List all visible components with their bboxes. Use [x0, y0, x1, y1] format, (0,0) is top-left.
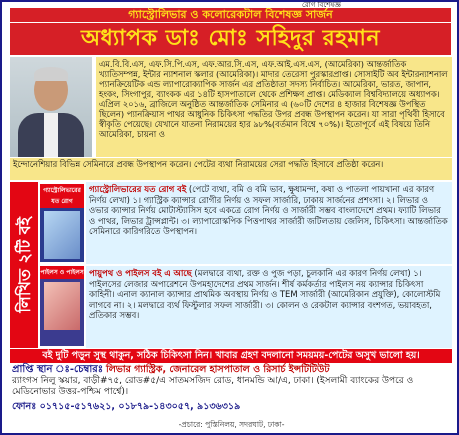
doctor-bio-continued: ইন্দোনেশিয়ার বিভিন্ন সেমিনারে প্রবন্ধ উপস্থাপন করেন। পেটের ব্যথা নিরাময়ের সেরা পদ্ধতি হিসাবে প্রতিষ্ঠা করেন। — [10, 158, 452, 180]
chamber-address: র‍্যাংগস নিলু স্কয়ার, বাড়ী#৭৫, রোড#৫/এ সাতমসজিদ রোড, ধানমন্ডি আ/এ, ঢাকা। (ইসলামী ব্যাংকের উপরে ও মেডিনোভার উত্তর-পশ্চিম পার্শ্বে)। — [12, 376, 414, 397]
books-count-text: লিখিত ২টি বই — [14, 217, 34, 313]
book2-description — [86, 266, 452, 348]
book1-cover-title: গ্যাস্ট্রোলিভারের যত রোগ — [40, 184, 84, 208]
book2-text: (মলদ্বারে ব্যথা, রক্ত ও পুজ পড়া, চুলকানি এর কারণ নির্ণয় লেখা) ১। পাইলসের লেজার অপারেশনে উপমহাদেশের প্রথম সার্জন। শীর্ষ কর্মকর্তার পাইলস নয় ক্যান্সার চিকিৎসা কাহিনী। এনাল ক্যানাল ক্যান্সার প্রাথমিক অবস্থায় নির্ণয় ও TEM সার্জারী (আমেরিকান প্রযুক্তি), কোলোস্টমি লাগবে না। ২। মলদ্বারে ব্যর্থ ফিস্টুলার সফল সার্জারী। ৩। কোলন ও রেকটাল ক্যান্সার বংশগত, ভয়াবহতা, প্রতিকার সম্ভব। — [89, 268, 441, 321]
book2-title: পায়ুপথ ও পাইলস বই এ আছে — [89, 268, 192, 278]
book1-cover-art — [44, 211, 80, 259]
doctor-name-heading: অধ্যাপক ডাঃ মোঃ সহিদুর রহমান — [10, 23, 451, 55]
top-strip-text: রোগ বিশেষজ্ঞ — [302, 2, 341, 8]
footer-advice-bar: বই দুটি পড়ুন সুস্থ থাকুন, সঠিক চিকিৎসা নিন। খাবার গ্রহণ বদলানো সময়ময়-পেটের অসুখ ভালো হয়। — [10, 349, 452, 363]
book2-cover-art — [44, 282, 80, 330]
doctor-bio: এম.বি.বি.এস, এফ.সি.পি.এস, এফ.আর.সি.এস, এফ.আই.এস.এস, (আমেরিকা) আন্তর্জাতিক খ্যাতিসম্পন্ন, ইন্টার ন্যাশনাল স্কলার (আমেরিকা)। মাদার তেরেসা পুরস্কারপ্রাপ্ত। সোসাইটি অব ইন্টারন্যাশনাল প্যানক্রিয়েটিক এন্ড ল্যাপারোক্যাপিক সার্জন এর প্রতিষ্ঠাতা সদস্য নির্বাচিত। আমেরিকা, ভারত, জাপান, হংকং, সিংগাপুর, ব্যাংকক এর ১৪টি হাসপাতালে থেকে প্রশিক্ষণ প্রাপ্ত। মেডিক্যাল বিশ্ববিদ্যালয়ে অধ্যাপক। এপ্রিল ২০১৬, ব্রাজিলে অনুষ্ঠিত আন্তর্জাতিক সেমিনার এ (৬০টি দেশের ৪ হাজার বিশেষজ্ঞ উপস্থিত ছিলেন) প্যানক্রিয়াস পাথর আধুনিক চিকিৎসা পদ্ধতির উপর প্রবন্ধ উপস্থাপন করেন। যা সারা পৃথিবী হিসাবে স্বীকৃতি পেয়েছে। যেখানে যাতনা নিরাময়ের হার ৯৮%(বর্তমান বিশ্বে ৭০%)। ইতোপূর্বে এই বিষয়ে তিনি আমেরিকা, চায়না ও — [96, 57, 452, 157]
photo-shirt — [44, 113, 58, 157]
promo-credit: -প্রচারে: পুস্তিনিলয়, সদরঘাট, ঢাকা- — [178, 420, 285, 429]
doctor-photo — [10, 57, 92, 157]
book2-cover-title: পাইলস ও পাইলস — [40, 266, 84, 279]
book-cover-piles — [40, 266, 84, 346]
specialty-heading: গ্যাস্ট্রোলিভার ও কলোরেকটাল বিশেষজ্ঞ সার্জন — [10, 8, 451, 22]
book1-description — [86, 182, 452, 264]
book1-text: (পেটে ব্যথা, বমি ও বমি ভাব, ক্ষুধামন্দা, কষা ও পাতলা পায়খানা এর কারণ নির্ণয় লেখা) ১। গ্যাস্ট্রিক ক্যান্সার রোগীর নির্ণয় ও সফল সার্জারি, ঢাকায় সার্জনের প্রশংসা। ২। লিভার ও ওভার ক্যান্সার নির্ণয় মোটাস্ট্যাসিস হবে একত্রে রোগ নির্ণয় ও সার্জারী সম্ভব বাংলাদেশে প্রথম। ফ্যাটি লিভার ও পাথর, লিভার ট্রান্সপ্লান্ট। ৩। ল্যাপারোস্কপিক পিত্তপাথর সার্জারী জটিলতায় জেলিস, চিকিৎসা। আন্তর্জাতিক সেমিনারে কারিগরিতে উপস্থাপন। — [89, 184, 448, 237]
book-cover-gastroliver — [40, 184, 84, 262]
chamber-info — [12, 364, 452, 398]
books-count-label — [10, 182, 38, 348]
chamber-institute: লিভার গ্যাস্ট্রিক, জেনারেল হাসপাতাল ও রিসার্চ ইন্সটিটিউট — [105, 364, 330, 375]
book1-title: গ্যাস্ট্রোলিভারের যত রোগ বই — [89, 184, 187, 194]
phone-numbers: ফোনঃ ০১৭১৫-৫১৭৬২১, ০১৮৭৯-১৪৩০৫৭, ৯১৩৬৩১৯ — [12, 401, 241, 412]
photo-hair — [34, 67, 68, 81]
chamber-label: প্রাপ্তি স্থান ঃ-চেম্বারঃ — [12, 364, 104, 375]
